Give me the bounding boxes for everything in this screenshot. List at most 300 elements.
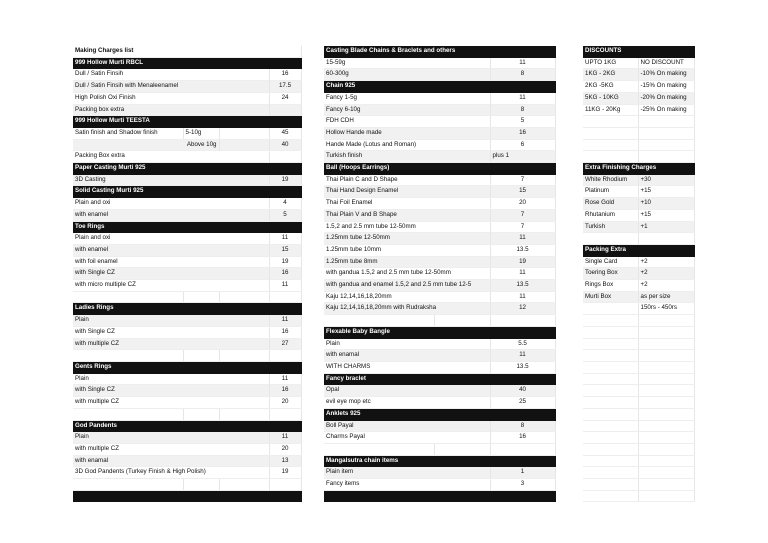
item-label: Toering Box	[583, 268, 638, 280]
section-header: Flexable Baby Bangle	[324, 326, 555, 338]
table-row	[583, 57, 694, 69]
table-row	[73, 81, 301, 93]
empty-cell	[269, 291, 301, 303]
empty-cell	[638, 151, 694, 163]
item-label: with enamel	[73, 244, 269, 256]
rate-value: 19	[490, 256, 555, 268]
table-row	[73, 104, 301, 116]
table-row	[583, 92, 694, 104]
item-value: +1	[638, 221, 694, 233]
empty-row	[583, 420, 694, 432]
empty-cell	[638, 315, 694, 327]
item-label: Platinum	[583, 186, 638, 198]
item-label: with micro multiple CZ	[73, 280, 269, 292]
empty-cell	[638, 432, 694, 444]
section-header: 999 Hollow Murti TEESTA	[73, 116, 301, 128]
empty-row	[73, 291, 301, 303]
table-row	[324, 361, 555, 373]
item-value: +2	[638, 256, 694, 268]
table-row	[324, 467, 555, 479]
item-label: Plain	[73, 315, 269, 327]
section-header: Ladies Rings	[73, 303, 301, 315]
table-row	[324, 350, 555, 362]
section-header-row	[73, 420, 301, 432]
rate-value: 19	[269, 174, 301, 186]
table-row	[324, 291, 555, 303]
section-header-row	[73, 303, 301, 315]
item-label: with Single CZ	[73, 385, 269, 397]
section-header: Casting Blade Chains & Braclets and others	[324, 46, 555, 57]
table-row	[324, 116, 555, 128]
section-header-row	[73, 361, 301, 373]
rate-value: 20	[269, 443, 301, 455]
section-header	[73, 490, 301, 502]
item-label: 3D God Pandents (Turkey Finish & High Polish)	[73, 467, 269, 479]
table-row	[583, 268, 694, 280]
item-label: Hollow Hande made	[324, 127, 490, 139]
empty-row	[583, 233, 694, 245]
item-value: +2	[638, 280, 694, 292]
section-header: Extra Finishing Charges	[583, 163, 694, 175]
item-label: Dull / Satin Finsih	[73, 69, 269, 81]
item-label: 15-59g	[324, 57, 490, 69]
empty-row	[583, 397, 694, 409]
rate-value	[269, 104, 301, 116]
item-label: with foil enamel	[73, 256, 269, 268]
table-row	[324, 280, 555, 292]
item-label: with multiple CZ	[73, 443, 269, 455]
section-header: Mangalsutra chain items	[324, 455, 555, 467]
empty-cell	[73, 350, 183, 362]
empty-cell	[638, 338, 694, 350]
sheet-title-row	[73, 46, 301, 57]
item-value: +15	[638, 209, 694, 221]
section-header: Packing Extra	[583, 244, 694, 256]
item-label: with enamal	[73, 455, 269, 467]
empty-cell	[219, 350, 269, 362]
rate-value: 11	[490, 233, 555, 245]
rate-value: 8	[490, 420, 555, 432]
empty-row	[583, 432, 694, 444]
empty-cell	[638, 490, 694, 502]
rate-value: 16	[490, 127, 555, 139]
empty-cell	[583, 443, 638, 455]
empty-cell	[219, 291, 269, 303]
table-row	[73, 92, 301, 104]
section-header-row	[324, 163, 555, 175]
item-label: Dull / Satin Finsih with Menaleenamel	[73, 81, 269, 93]
empty-cell	[490, 443, 555, 455]
rate-value: 8	[490, 69, 555, 81]
rate-value: 13.5	[490, 244, 555, 256]
table-row	[324, 268, 555, 280]
item-label: High Polish Oxi Finish	[73, 92, 269, 104]
making-charges-table	[73, 46, 302, 502]
table-row	[73, 151, 301, 163]
section-header-row	[583, 244, 694, 256]
rate-value: 19	[269, 467, 301, 479]
item-label: Plain and oxi	[73, 233, 269, 245]
table-row	[583, 81, 694, 93]
table-row	[583, 69, 694, 81]
rate-value: 15	[490, 186, 555, 198]
weight-range: 5-10g	[183, 127, 219, 139]
chains-bracelets-table	[324, 46, 556, 502]
item-label: with multiple CZ	[73, 397, 269, 409]
empty-row	[583, 350, 694, 362]
item-label: Plain and oxi	[73, 198, 269, 210]
table-row	[324, 104, 555, 116]
section-header: Chain 925	[324, 81, 555, 93]
item-label: 1KG - 2KG	[583, 69, 638, 81]
table-row	[324, 397, 555, 409]
item-label: Rhutanium	[583, 209, 638, 221]
item-label: Plain	[73, 373, 269, 385]
item-value: -10% On making	[638, 69, 694, 81]
empty-cell	[583, 455, 638, 467]
item-value: NO DISCOUNT	[638, 57, 694, 69]
table-row	[73, 373, 301, 385]
item-label: 1.5,2 and 2.5 mm tube 12-50mm	[324, 221, 490, 233]
item-label: Kaju 12,14,16,18,20mm with Rudraksha	[324, 303, 490, 315]
item-label: Above 10g	[73, 139, 219, 151]
table-row	[324, 244, 555, 256]
empty-cell	[269, 350, 301, 362]
table-row	[583, 280, 694, 292]
rate-value: 5	[269, 209, 301, 221]
empty-cell	[219, 479, 269, 491]
rate-value: plus 1	[490, 151, 555, 163]
item-label: with enamel	[73, 209, 269, 221]
table-row	[324, 198, 555, 210]
item-label: FDH CDH	[324, 116, 490, 128]
rate-value: 11	[269, 432, 301, 444]
item-label: Opal	[324, 385, 490, 397]
making-charges-rows	[73, 46, 301, 502]
item-label: 1.25mm tube 12-50mm	[324, 233, 490, 245]
empty-row	[583, 116, 694, 128]
empty-cell	[490, 315, 555, 327]
table-row	[324, 420, 555, 432]
sheet-title: Making Charges list	[73, 46, 301, 57]
rate-value: 19	[269, 256, 301, 268]
item-label: Fancy 1-5g	[324, 92, 490, 104]
item-label: Charms Payal	[324, 432, 490, 444]
empty-cell	[638, 467, 694, 479]
table-row	[324, 338, 555, 350]
empty-cell	[583, 385, 638, 397]
empty-cell	[324, 315, 434, 327]
table-row	[583, 291, 694, 303]
table-row	[324, 139, 555, 151]
item-label	[583, 303, 638, 315]
table-row	[73, 127, 301, 139]
rate-value: 24	[269, 92, 301, 104]
section-header-row	[324, 373, 555, 385]
empty-row	[73, 408, 301, 420]
rate-value: 13	[269, 455, 301, 467]
rate-value: 16	[269, 69, 301, 81]
empty-row	[583, 139, 694, 151]
table-row	[73, 198, 301, 210]
rate-value: 40	[490, 385, 555, 397]
item-label: Plain	[73, 432, 269, 444]
section-header: Toe Rings	[73, 221, 301, 233]
empty-cell	[583, 397, 638, 409]
item-label: 1.25mm tube 8mm	[324, 256, 490, 268]
item-value: +30	[638, 174, 694, 186]
empty-row	[583, 315, 694, 327]
section-header-row	[324, 455, 555, 467]
rate-value: 8	[490, 104, 555, 116]
empty-cell	[583, 338, 638, 350]
item-label: Thai Plain V and B Shape	[324, 209, 490, 221]
section-header: Solid Casting Murti 925	[73, 186, 301, 198]
table-row	[324, 127, 555, 139]
empty-cell	[583, 490, 638, 502]
empty-cell	[434, 443, 490, 455]
table-row	[324, 385, 555, 397]
item-label: Rose Gold	[583, 198, 638, 210]
rate-value: 13.5	[490, 361, 555, 373]
section-header-row	[73, 186, 301, 198]
rate-value: 16	[269, 385, 301, 397]
item-label: 5KG - 10KG	[583, 92, 638, 104]
empty-cell	[73, 291, 183, 303]
table-row	[324, 432, 555, 444]
empty-cell	[583, 373, 638, 385]
empty-cell	[219, 408, 269, 420]
item-label: with gandua and enamel 1.5,2 and 2.5 mm tube 12-5	[324, 280, 490, 292]
rate-value: 15	[269, 244, 301, 256]
table-row	[324, 479, 555, 491]
item-label: 11KG - 20Kg	[583, 104, 638, 116]
empty-cell	[638, 373, 694, 385]
section-header: 999 Hollow Murti RBCL	[73, 57, 301, 69]
item-label: WITH CHARMS	[324, 361, 490, 373]
item-value: 150rs - 450rs	[638, 303, 694, 315]
table-row	[324, 69, 555, 81]
spacer-cell	[219, 127, 269, 139]
chains-bracelets-rows	[324, 46, 555, 502]
item-label: Turkish	[583, 221, 638, 233]
item-value: -20% On making	[638, 92, 694, 104]
section-header-row	[73, 116, 301, 128]
rate-value: 11	[490, 268, 555, 280]
item-label: Single Card	[583, 256, 638, 268]
empty-cell	[269, 408, 301, 420]
section-header: Fancy braclet	[324, 373, 555, 385]
rate-value: 5.5	[490, 338, 555, 350]
item-value: as per size	[638, 291, 694, 303]
item-label: Boll Payal	[324, 420, 490, 432]
rate-value: 27	[269, 338, 301, 350]
item-value: -25% On making	[638, 104, 694, 116]
rate-value: 11	[269, 280, 301, 292]
item-label: Packing box extra	[73, 104, 269, 116]
table-row	[73, 268, 301, 280]
table-row	[73, 455, 301, 467]
item-label: Plain item	[324, 467, 490, 479]
rate-value: 20	[269, 397, 301, 409]
empty-row	[583, 443, 694, 455]
item-label: 60-300g	[324, 69, 490, 81]
section-header-row	[324, 490, 555, 502]
item-label: Plain	[324, 338, 490, 350]
section-header: Ball (Hoops Earrings)	[324, 163, 555, 175]
empty-cell	[638, 139, 694, 151]
item-label: with gandua 1.5,2 and 2.5 mm tube 12-50mm	[324, 268, 490, 280]
empty-cell	[583, 350, 638, 362]
empty-cell	[583, 408, 638, 420]
rate-value: 11	[490, 57, 555, 69]
rate-value: 7	[490, 209, 555, 221]
rate-value: 11	[269, 315, 301, 327]
table-row	[324, 57, 555, 69]
rate-value	[269, 151, 301, 163]
table-row	[73, 315, 301, 327]
item-label: 1.25mm tube 10mm	[324, 244, 490, 256]
empty-row	[583, 361, 694, 373]
empty-row	[583, 151, 694, 163]
item-label: 2KG -5KG	[583, 81, 638, 93]
discounts-extras-table	[583, 46, 695, 502]
empty-row	[324, 443, 555, 455]
item-label: with multiple CZ	[73, 338, 269, 350]
rate-value: 11	[490, 92, 555, 104]
empty-cell	[183, 291, 219, 303]
section-header: Anklets 925	[324, 408, 555, 420]
table-row	[73, 244, 301, 256]
table-row	[583, 174, 694, 186]
empty-cell	[183, 408, 219, 420]
rate-value: 11	[490, 350, 555, 362]
item-value: +10	[638, 198, 694, 210]
empty-row	[73, 479, 301, 491]
rate-value: 40	[269, 139, 301, 151]
rate-value: 17.5	[269, 81, 301, 93]
rate-value: 6	[490, 139, 555, 151]
table-row	[73, 326, 301, 338]
rate-value: 3	[490, 479, 555, 491]
rate-value: 11	[490, 291, 555, 303]
table-row	[324, 256, 555, 268]
rate-value: 20	[490, 198, 555, 210]
table-row	[324, 92, 555, 104]
rate-value: 12	[490, 303, 555, 315]
item-label: Fancy items	[324, 479, 490, 491]
empty-row	[583, 467, 694, 479]
empty-cell	[269, 479, 301, 491]
spacer-cell	[219, 139, 269, 151]
rate-value: 16	[269, 326, 301, 338]
empty-cell	[324, 443, 434, 455]
section-header-row	[324, 408, 555, 420]
item-label: Turkish finish	[324, 151, 490, 163]
empty-row	[73, 350, 301, 362]
section-header-row	[324, 326, 555, 338]
item-label: 3D Casting	[73, 174, 269, 186]
table-row	[73, 467, 301, 479]
table-row	[73, 397, 301, 409]
section-header-row	[583, 46, 694, 57]
table-row	[73, 443, 301, 455]
table-row	[583, 256, 694, 268]
empty-row	[583, 326, 694, 338]
empty-row	[583, 455, 694, 467]
rate-value: 45	[269, 127, 301, 139]
empty-cell	[583, 233, 638, 245]
empty-cell	[638, 127, 694, 139]
table-row	[324, 221, 555, 233]
empty-cell	[638, 420, 694, 432]
discounts-extras-rows	[583, 46, 694, 502]
rate-value: 11	[269, 373, 301, 385]
empty-cell	[638, 116, 694, 128]
table-row	[73, 256, 301, 268]
rate-value: 5	[490, 116, 555, 128]
item-label: Thai Foil Enamel	[324, 198, 490, 210]
empty-cell	[583, 315, 638, 327]
table-row	[324, 174, 555, 186]
rate-value: 11	[269, 233, 301, 245]
empty-row	[583, 127, 694, 139]
empty-cell	[583, 326, 638, 338]
item-label: Kaju 12,14,16,18,20mm	[324, 291, 490, 303]
empty-cell	[638, 361, 694, 373]
section-header-row	[324, 81, 555, 93]
rate-value: 13.5	[490, 280, 555, 292]
item-value: -15% On making	[638, 81, 694, 93]
empty-cell	[583, 151, 638, 163]
rate-value: 1	[490, 467, 555, 479]
section-header: DISCOUNTS	[583, 46, 694, 57]
item-label: Fancy 6-10g	[324, 104, 490, 116]
table-row	[73, 338, 301, 350]
section-header-row	[73, 163, 301, 175]
table-row	[583, 198, 694, 210]
empty-cell	[73, 408, 183, 420]
section-header-row	[73, 221, 301, 233]
rate-value: 16	[490, 432, 555, 444]
section-header: Gents Rings	[73, 361, 301, 373]
item-label: White Rhodium	[583, 174, 638, 186]
empty-row	[583, 385, 694, 397]
table-row	[324, 209, 555, 221]
item-label: with enamal	[324, 350, 490, 362]
table-row	[583, 209, 694, 221]
empty-cell	[638, 326, 694, 338]
empty-cell	[638, 455, 694, 467]
table-row	[73, 280, 301, 292]
empty-cell	[638, 233, 694, 245]
empty-cell	[583, 361, 638, 373]
section-header: Paper Casting Murti 925	[73, 163, 301, 175]
item-label: Thai Hand Design Enamel	[324, 186, 490, 198]
section-header	[324, 490, 555, 502]
table-row	[324, 233, 555, 245]
table-row	[324, 303, 555, 315]
empty-cell	[638, 397, 694, 409]
empty-cell	[73, 479, 183, 491]
section-header: God Pandents	[73, 420, 301, 432]
empty-cell	[638, 408, 694, 420]
empty-row	[583, 408, 694, 420]
table-row	[73, 432, 301, 444]
section-header-row	[73, 490, 301, 502]
rate-value: 25	[490, 397, 555, 409]
item-value: +15	[638, 186, 694, 198]
